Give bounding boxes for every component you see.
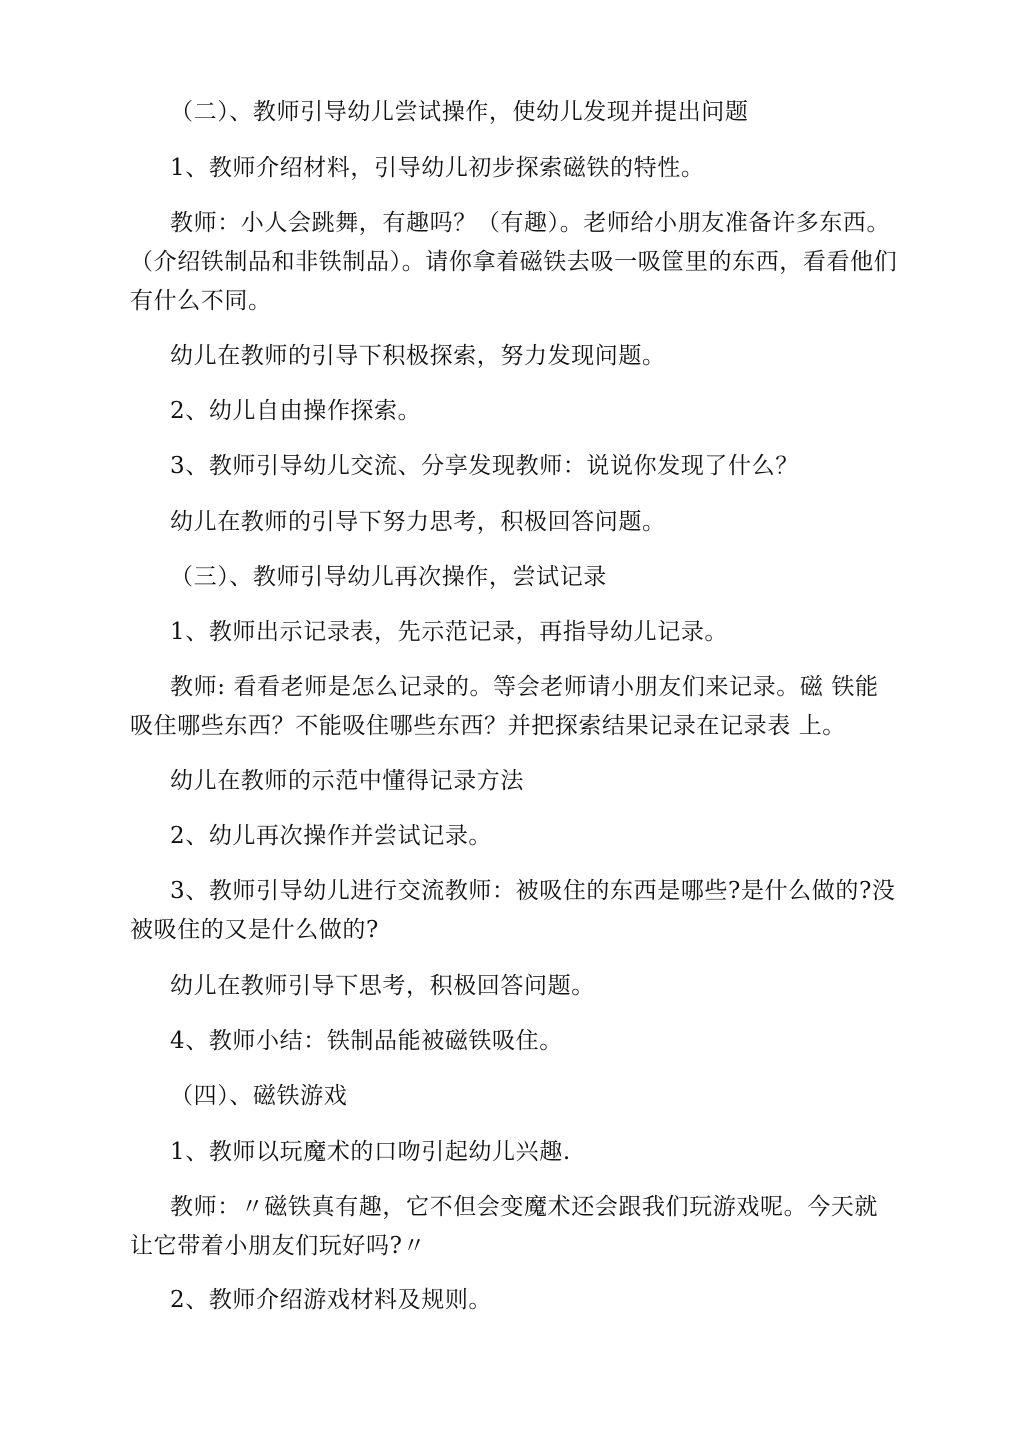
paragraph: 1、教师出示记录表，先示范记录，再指导幼儿记录。 — [170, 619, 729, 645]
paragraph: 幼儿在教师的引导下努力思考，积极回答问题。 — [170, 509, 666, 535]
paragraph: 1、教师介绍材料，引导幼儿初步探索磁铁的特性。 — [170, 155, 705, 181]
paragraph: 2、幼儿自由操作探索。 — [170, 398, 422, 424]
section-heading-4: （四）、磁铁游戏 — [170, 1083, 348, 1109]
paragraph: 幼儿在教师引导下思考，积极回答问题。 — [170, 973, 595, 999]
section-heading-2: （二）、教师引导幼儿尝试操作，使幼儿发现并提出问题 — [170, 99, 749, 125]
paragraph: 教师：小人会跳舞，有趣吗？（有趣）。老师给小朋友准备许多东西。（介绍铁制品和非铁制品）。请你拿着磁铁去吸一吸筐里的东西，看看他们有什么不同。 — [130, 210, 898, 314]
paragraph: 4、教师小结：铁制品能被磁铁吸住。 — [170, 1028, 563, 1054]
paragraph: 3、教师引导幼儿进行交流教师：被吸住的东西是哪些?是什么做的?没被吸住的又是什么做的? — [130, 878, 896, 943]
section-heading-3: （三）、教师引导幼儿再次操作，尝试记录 — [170, 564, 607, 590]
paragraph: 幼儿在教师的引导下积极探索，努力发现问题。 — [170, 343, 666, 369]
paragraph: 幼儿在教师的示范中懂得记录方法 — [170, 768, 524, 794]
paragraph: 2、教师介绍游戏材料及规则。 — [170, 1287, 493, 1313]
paragraph: 教师: 看看老师是怎么记录的。等会老师请小朋友们来记录。磁 铁能吸住哪些东西？不能吸住哪些东西？并把探索结果记录在记录表 上。 — [130, 674, 879, 739]
paragraph: 1、教师以玩魔术的口吻引起幼儿兴趣. — [170, 1139, 571, 1165]
paragraph: 3、教师引导幼儿交流、分享发现教师：说说你发现了什么？ — [170, 453, 799, 479]
paragraph: 教师：〃磁铁真有趣，它不但会变魔术还会跟我们玩游戏呢。今天就让它带着小朋友们玩好吗?〃 — [130, 1194, 878, 1259]
paragraph: 2、幼儿再次操作并尝试记录。 — [170, 823, 493, 849]
